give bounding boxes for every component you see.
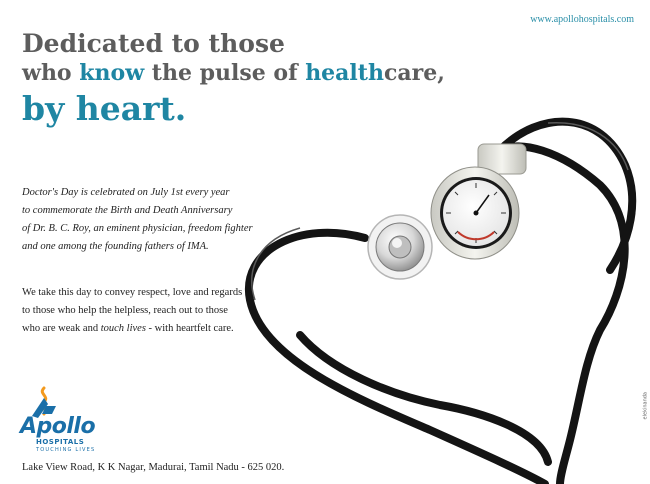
headline-text: who bbox=[22, 59, 80, 86]
doctors-day-paragraph bbox=[22, 184, 322, 256]
paragraph-line: Doctor's Day is celebrated on July 1st every year bbox=[22, 187, 230, 198]
headline-text: care, bbox=[383, 59, 445, 86]
logo-subtitle: HOSPITALS bbox=[36, 438, 85, 446]
address: Lake View Road, K K Nagar, Madurai, Tamil Nadu - 625 020. bbox=[22, 462, 285, 473]
headline-line-2 bbox=[22, 61, 445, 86]
headline-accent-health: health bbox=[305, 59, 384, 86]
website-url[interactable]: www.apollohospitals.com bbox=[530, 14, 634, 25]
paragraph-line: and one among the founding fathers of IMA. bbox=[22, 241, 209, 252]
paragraph-text: who are weak and bbox=[22, 323, 101, 334]
pressure-gauge bbox=[431, 144, 526, 259]
paragraph-line: to those who help the helpless, reach out to those bbox=[22, 305, 228, 316]
tribute-paragraph bbox=[22, 284, 322, 338]
paragraph-line: We take this day to convey respect, love and regards bbox=[22, 287, 243, 298]
headline-line-1: Dedicated to those bbox=[22, 29, 285, 58]
headline-accent-know: know bbox=[79, 59, 145, 86]
headline bbox=[22, 30, 445, 128]
headline-line-3: by heart. bbox=[22, 89, 187, 129]
apollo-hospitals-logo[interactable] bbox=[20, 386, 130, 453]
paragraph-line: of Dr. B. C. Roy, an eminent physician, freedom fighter bbox=[22, 223, 253, 234]
paragraph-line bbox=[22, 320, 322, 338]
logo-tagline: TOUCHING LIVES bbox=[36, 447, 96, 453]
headline-text: the pulse of bbox=[144, 59, 306, 86]
paragraph-line: to commemorate the Birth and Death Anniversary bbox=[22, 205, 233, 216]
logo-wordmark: Apollo bbox=[20, 414, 96, 439]
emphasis-touch-lives: touch lives bbox=[100, 323, 146, 334]
agency-credit: elekinanda bbox=[642, 392, 648, 420]
chest-piece bbox=[368, 215, 432, 279]
tube-bottom bbox=[300, 335, 548, 462]
paragraph-text: - with heartfelt care. bbox=[145, 323, 234, 334]
